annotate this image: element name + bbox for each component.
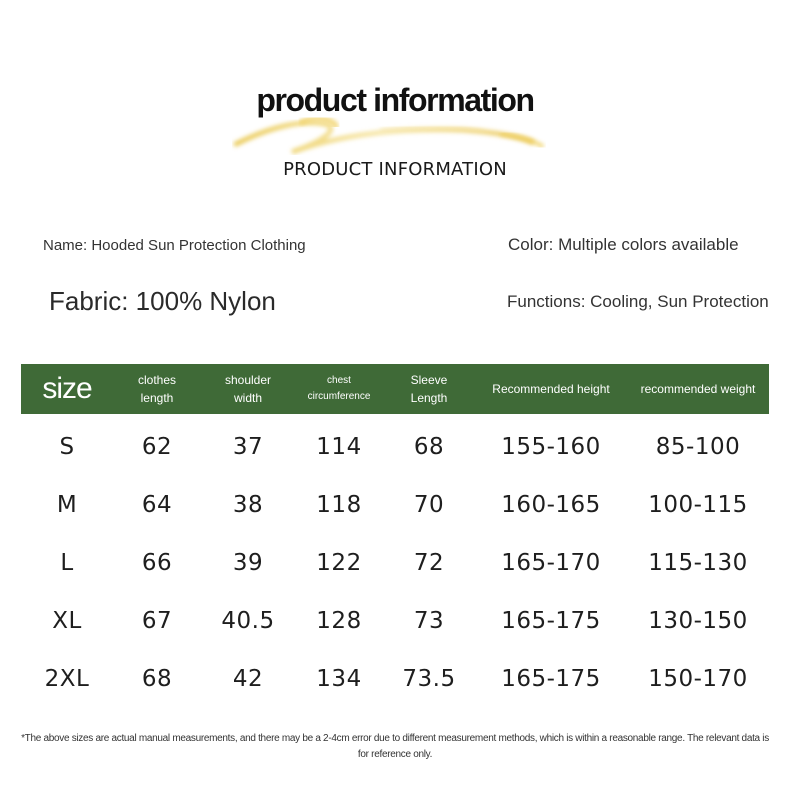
- cell-chest-circumference: 134: [316, 666, 362, 692]
- cell-clothes-length: 67: [141, 608, 173, 634]
- table-row: [21, 543, 769, 583]
- column-header-size: size: [42, 372, 92, 405]
- page-subtitle: PRODUCT INFORMATION: [283, 159, 507, 180]
- column-header-chest-circumference: chest circumference: [307, 375, 371, 402]
- cell-recommended-weight: 115-130: [648, 550, 748, 576]
- product-color: Color: Multiple colors available: [508, 235, 739, 254]
- cell-size: 2XL: [44, 666, 90, 692]
- cell-sleeve-length: 73: [413, 608, 445, 634]
- column-header-shoulder-width: shoulder width: [224, 373, 272, 405]
- cell-size: S: [59, 434, 75, 460]
- cell-recommended-height: 155-160: [501, 434, 601, 460]
- cell-shoulder-width: 42: [232, 666, 264, 692]
- cell-clothes-length: 64: [141, 492, 173, 518]
- cell-recommended-height: 165-175: [501, 608, 601, 634]
- cell-recommended-height: 165-170: [501, 550, 601, 576]
- cell-shoulder-width: 39: [232, 550, 264, 576]
- cell-sleeve-length: 68: [413, 434, 445, 460]
- cell-size: L: [60, 550, 74, 576]
- measurement-footnote: *The above sizes are actual manual measurements, and there may be a 2-4cm error due to different measurement methods, which is within a reasonable range. The relevant data is for reference only.: [21, 733, 769, 760]
- cell-recommended-weight: 130-150: [648, 608, 748, 634]
- cell-recommended-weight: 100-115: [648, 492, 748, 518]
- cell-sleeve-length: 73.5: [402, 666, 456, 692]
- cell-recommended-height: 165-175: [501, 666, 601, 692]
- cell-clothes-length: 62: [141, 434, 173, 460]
- cell-chest-circumference: 122: [316, 550, 362, 576]
- table-row: [21, 485, 769, 525]
- column-header-recommended-weight: recommended weight: [640, 382, 756, 396]
- table-row: [21, 601, 769, 641]
- size-table-header: [21, 364, 769, 414]
- cell-recommended-weight: 150-170: [648, 666, 748, 692]
- table-row: [21, 659, 769, 699]
- cell-shoulder-width: 40.5: [221, 608, 275, 634]
- cell-recommended-weight: 85-100: [655, 434, 741, 460]
- cell-clothes-length: 68: [141, 666, 173, 692]
- cell-chest-circumference: 128: [316, 608, 362, 634]
- table-row: [21, 427, 769, 467]
- cell-sleeve-length: 72: [413, 550, 445, 576]
- column-header-sleeve-length: Sleeve Length: [410, 373, 448, 405]
- product-name: Name: Hooded Sun Protection Clothing: [43, 237, 306, 254]
- cell-shoulder-width: 38: [232, 492, 264, 518]
- cell-recommended-height: 160-165: [501, 492, 601, 518]
- cell-clothes-length: 66: [141, 550, 173, 576]
- product-functions: Functions: Cooling, Sun Protection: [507, 292, 769, 311]
- page-title: product information: [256, 82, 534, 118]
- product-fabric: Fabric: 100% Nylon: [49, 286, 276, 316]
- cell-size: M: [56, 492, 78, 518]
- cell-shoulder-width: 37: [232, 434, 264, 460]
- cell-size: XL: [52, 608, 82, 634]
- column-header-clothes-length: clothes length: [137, 373, 177, 405]
- cell-chest-circumference: 118: [316, 492, 362, 518]
- cell-chest-circumference: 114: [316, 434, 362, 460]
- cell-sleeve-length: 70: [413, 492, 445, 518]
- gold-brush-decoration: [232, 112, 552, 162]
- column-header-recommended-height: Recommended height: [492, 382, 610, 396]
